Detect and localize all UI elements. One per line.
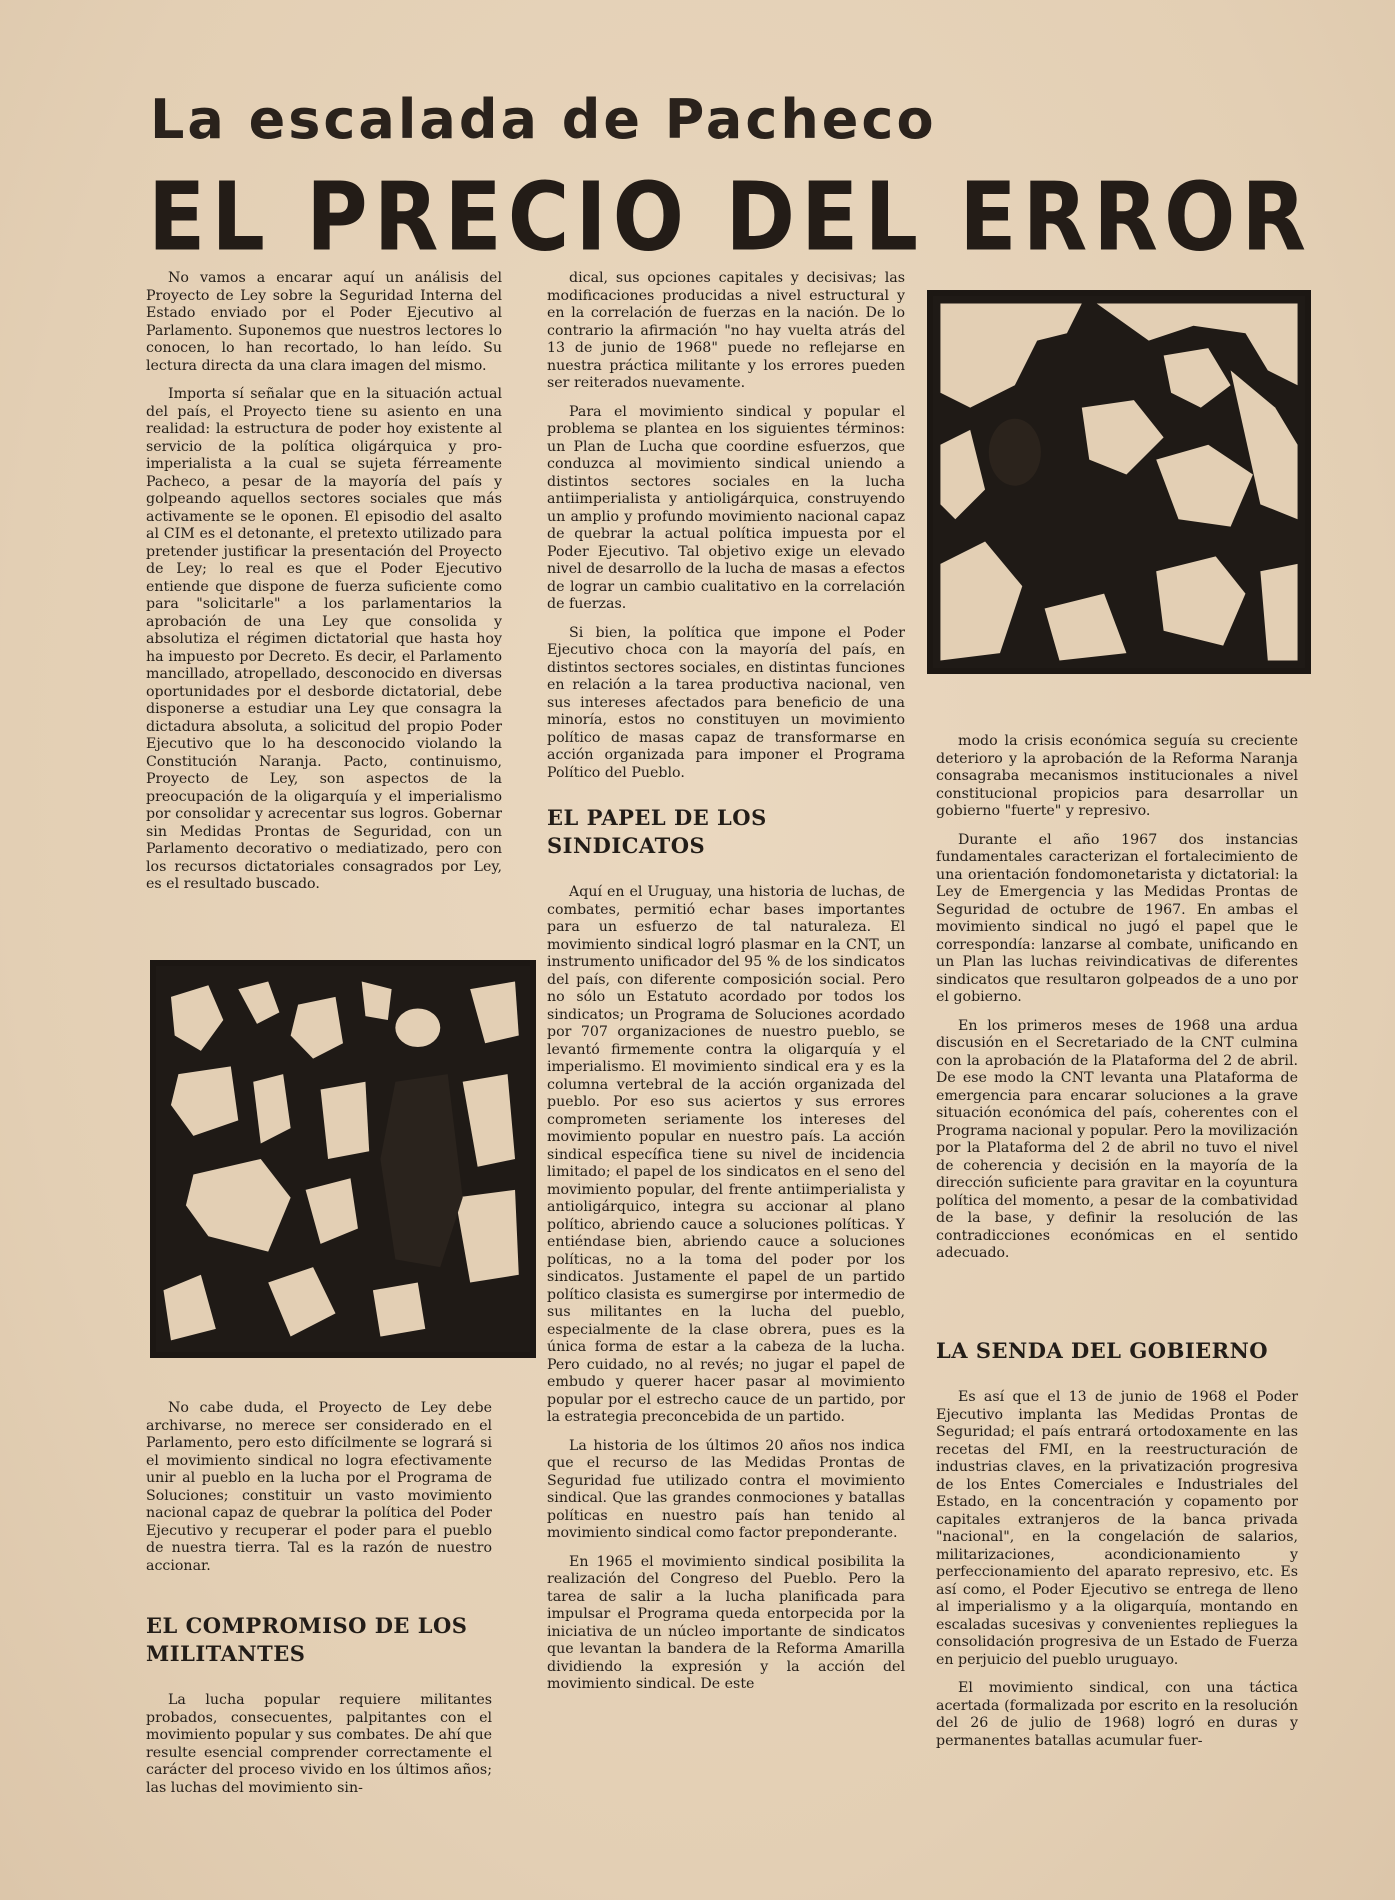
paragraph: Durante el año 1967 dos instancias fundamentales caracterizan el fortalecimiento de una orientación fondomonetarista y dictatorial: la Ley de Emergencia y las Medidas Prontas de Seguridad de octubre de 1967. En ambas el movimiento sindical no jugó el papel que le correspondía: lanzarse al combate, unificando en un Plan las luchas reivindicativas de diferentes sindicatos que resultaron golpeados de a uno por el gobierno.	[936, 831, 1298, 1005]
woodcut-illustration-figures	[927, 290, 1311, 674]
column-1-section-militantes	[146, 1590, 492, 1890]
paragraph: Para el movimiento sindical y popular el problema se plantea en los siguientes términos: un Plan de Lucha que coordine esfuerzos, que conduzca al movimiento sindical uniendo a distintos sectores sociales en la lucha antiimperialista y antioligárquica, construyendo un amplio y profundo movimiento nacional capaz de quebrar la actual política impuesta por el Poder Ejecutivo. Tal objetivo exige un elevado nivel de desarrollo de la lucha de masas a efectos de lograr un cambio cualitativo en la correlación de fuerzas.	[547, 403, 905, 612]
paragraph: Si bien, la política que impone el Poder Ejecutivo choca con la mayoría del país, en distintos sectores sociales, en distintas funciones en relación a la tarea productiva nacional, ven sus intereses afectados para beneficio de una minoría, estos no constituyen un movimiento político de masas capaz de transformarse en acción organizada para imponer el Programa Político del Pueblo.	[547, 624, 905, 781]
paragraph: La historia de los últimos 20 años nos indica que el recurso de las Medidas Prontas de Seguridad fue utilizado contra el movimiento sindical. Que las grandes conmociones y batallas políticas en nuestro país han tenido al movimiento sindical como factor preponderante.	[547, 1437, 905, 1541]
article-headline: EL PRECIO DEL ERROR	[148, 162, 1313, 272]
woodcut-illustration-crowd	[150, 960, 536, 1358]
column-3-section-senda	[936, 1315, 1298, 1890]
paragraph: Importa sí señalar que en la situación actual del país, el Proyecto tiene su asiento en una realidad: la estructura de poder hoy existente al servicio de la política oligárquica y pro-imperialista a la cual se sujeta férreamente Pacheco, a pesar de la mayoría del país y golpeando aquellos sectores sociales que más activamente se le oponen. El episodio del asalto al CIM es el detonante, el pretexto utilizado para pretender justificar la presentación del Proyecto de Ley; lo real es que el Poder Ejecutivo entiende que dispone de fuerza suficiente como para "solicitarle" a los parlamentarios la aprobación de una Ley que consolida y absolutiza el régimen dictatorial que hasta hoy ha impuesto por Decreto. Es decir, el Parlamento mancillado, atropellado, desconocido en diversas oportunidades por el desborde dictatorial, debe disponerse a estudiar una Ley que consagra la dictadura absoluta, a solicitud del propio Poder Ejecutivo que lo ha desconocido violando la Constitución Naranja. Pacto, continuismo, Proyecto de Ley, son aspectos de la preocupación de la oligarquía y el imperialismo por consolidar y acrecentar sus logros. Gobernar sin Medidas Prontas de Seguridad, con un Parlamento decorativo o mediatizado, pero con los recursos dictatoriales consagrados por Ley, es el resultado buscado.	[146, 386, 502, 892]
column-1-bottom	[146, 1400, 492, 1620]
article-kicker: La escalada de Pacheco	[150, 88, 937, 151]
section-heading-papel-sindicatos: EL PAPEL DE LOS SINDICATOS	[547, 805, 767, 858]
paragraph: En 1965 el movimiento sindical posibilita la realización del Congreso del Pueblo. Pero la tarea de salir a la lucha planificada para impulsar el Programa queda entorpecida por la iniciativa de un núcleo importante de sindicatos que levantan la bandera de la Reforma Amarilla dividiendo la expresión y la acción del movimiento sindical. De este	[547, 1553, 905, 1692]
section-heading-senda-gobierno: LA SENDA DEL GOBIERNO	[936, 1338, 1269, 1363]
paragraph: modo la crisis económica seguía su creciente deterioro y la aprobación de la Reforma Naranja consagraba mecanismos institucionales a nivel constitucional propicios para desarrollar un gobierno "fuerte" y represivo.	[936, 733, 1298, 819]
column-1-top	[146, 270, 502, 910]
paragraph: No vamos a encarar aquí un análisis del Proyecto de Ley sobre la Seguridad Interna del Estado enviado por el Poder Ejecutivo al Parlamento. Suponemos que nuestros lectores lo conocen, lo han recortado, lo han leído. Su lectura directa da una clara imagen del mismo.	[146, 270, 502, 374]
paragraph: Aquí en el Uruguay, una historia de luchas, de combates, permitió echar bases importantes para un esfuerzo de tal naturaleza. El movimiento sindical logró plasmar en la CNT, un instrumento unificador del 95 % de los sindicatos del país, con diferente composición social. Pero no sólo un Estatuto acordado por todos los sindicatos; un Programa de Soluciones acordado por 707 organizaciones de nuestro pueblo, se levantó firmemente contra la oligarquía y el imperialismo. El movimiento sindical era y es la columna vertebral de la acción organizada del pueblo. Por eso sus aciertos y sus errores comprometen seriamente los intereses del movimiento popular en nuestro país. La acción sindical específica tiene su nivel de incidencia limitado; el papel de los sindicatos en el seno del movimiento popular, del frente antiimperialista y antioligárquico, integra su accionar al plano político, abriendo cauce a soluciones políticas. Y entiéndase bien, abriendo cauce a soluciones políticas, no a la toma del poder por los sindicatos. Justamente el papel de un partido político clasista es sumergirse por intermedio de sus militantes en la lucha del pueblo, especialmente de la clase obrera, pues es la única forma de estar a la cabeza de la lucha. Pero cuidado, no al revés; no jugar el papel de embudo y querer hacer pasar al movimiento popular por el estrecho cauce de un partido, por la estrategia preconcebida de un partido.	[547, 884, 905, 1425]
column-2	[547, 270, 905, 1895]
paragraph: La lucha popular requiere militantes probados, consecuentes, palpitantes con el movimiento popular y sus combates. De ahí que resulte esencial comprender correctamente el carácter del proceso vivido en los últimos años; las luchas del movimiento sin-	[146, 1692, 492, 1796]
paragraph: En los primeros meses de 1968 una ardua discusión en el Secretariado de la CNT culmina con la aprobación de la Plataforma del 2 de abril. De ese modo la CNT levanta una Plataforma de emergencia para encarar soluciones a la grave situación económica del país, coherentes con el Programa nacional y popular. Pero la movilización por la Plataforma del 2 de abril no tuvo el nivel de coherencia y decisión en la mayoría de la dirección suficiente para gravitar en la coyuntura política del momento, a pesar de la combatividad de la base, y definir la resolución de las contradicciones económicas en el sentido adecuado.	[936, 1017, 1298, 1261]
paragraph: dical, sus opciones capitales y decisivas; las modificaciones producidas a nivel estructural y en la correlación de fuerzas en la nación. De lo contrario la afirmación "no hay vuelta atrás del 13 de junio de 1968" puede no reflejarse en nuestra práctica militante y los errores pueden ser reiterados nuevamente.	[547, 270, 905, 391]
section-heading-militantes: EL COMPROMISO DE LOS MILITANTES	[146, 1613, 468, 1666]
column-3-top	[936, 733, 1298, 1293]
paragraph: No cabe duda, el Proyecto de Ley debe archivarse, no merece ser considerado en el Parlamento, pero esto difícilmente se logrará si el movimiento sindical no logra efectivamente unir al pueblo en la lucha por el Programa de Soluciones; constituir un vasto movimiento nacional capaz de quebrar la política del Poder Ejecutivo y recuperar el poder para el pueblo de nuestra tierra. Tal es la razón de nuestro accionar.	[146, 1400, 492, 1574]
paragraph: El movimiento sindical, con una táctica acertada (formalizada por escrito en la resolución del 26 de julio de 1968) logró en duras y permanentes batallas acumular fuer-	[936, 1680, 1298, 1749]
paragraph: Es así que el 13 de junio de 1968 el Poder Ejecutivo implanta las Medidas Prontas de Seguridad; el país entrará ortodoxamente en las recetas del FMI, en la reestructuración de industrias claves, en la privatización progresiva de los Entes Comerciales e Industriales del Estado, en la concentración y copamento por capitales extranjeros de la banca privada "nacional", en la congelación de salarios, militarizaciones, acondicionamiento y perfeccionamiento del aparato represivo, etc. Es así como, el Poder Ejecutivo se entrega de lleno al imperialismo y a la oligarquía, montando en escaladas sucesivas y convenientes repliegues la consolidación progresiva de un Estado de Fuerza en perjuicio del pueblo uruguayo.	[936, 1389, 1298, 1668]
